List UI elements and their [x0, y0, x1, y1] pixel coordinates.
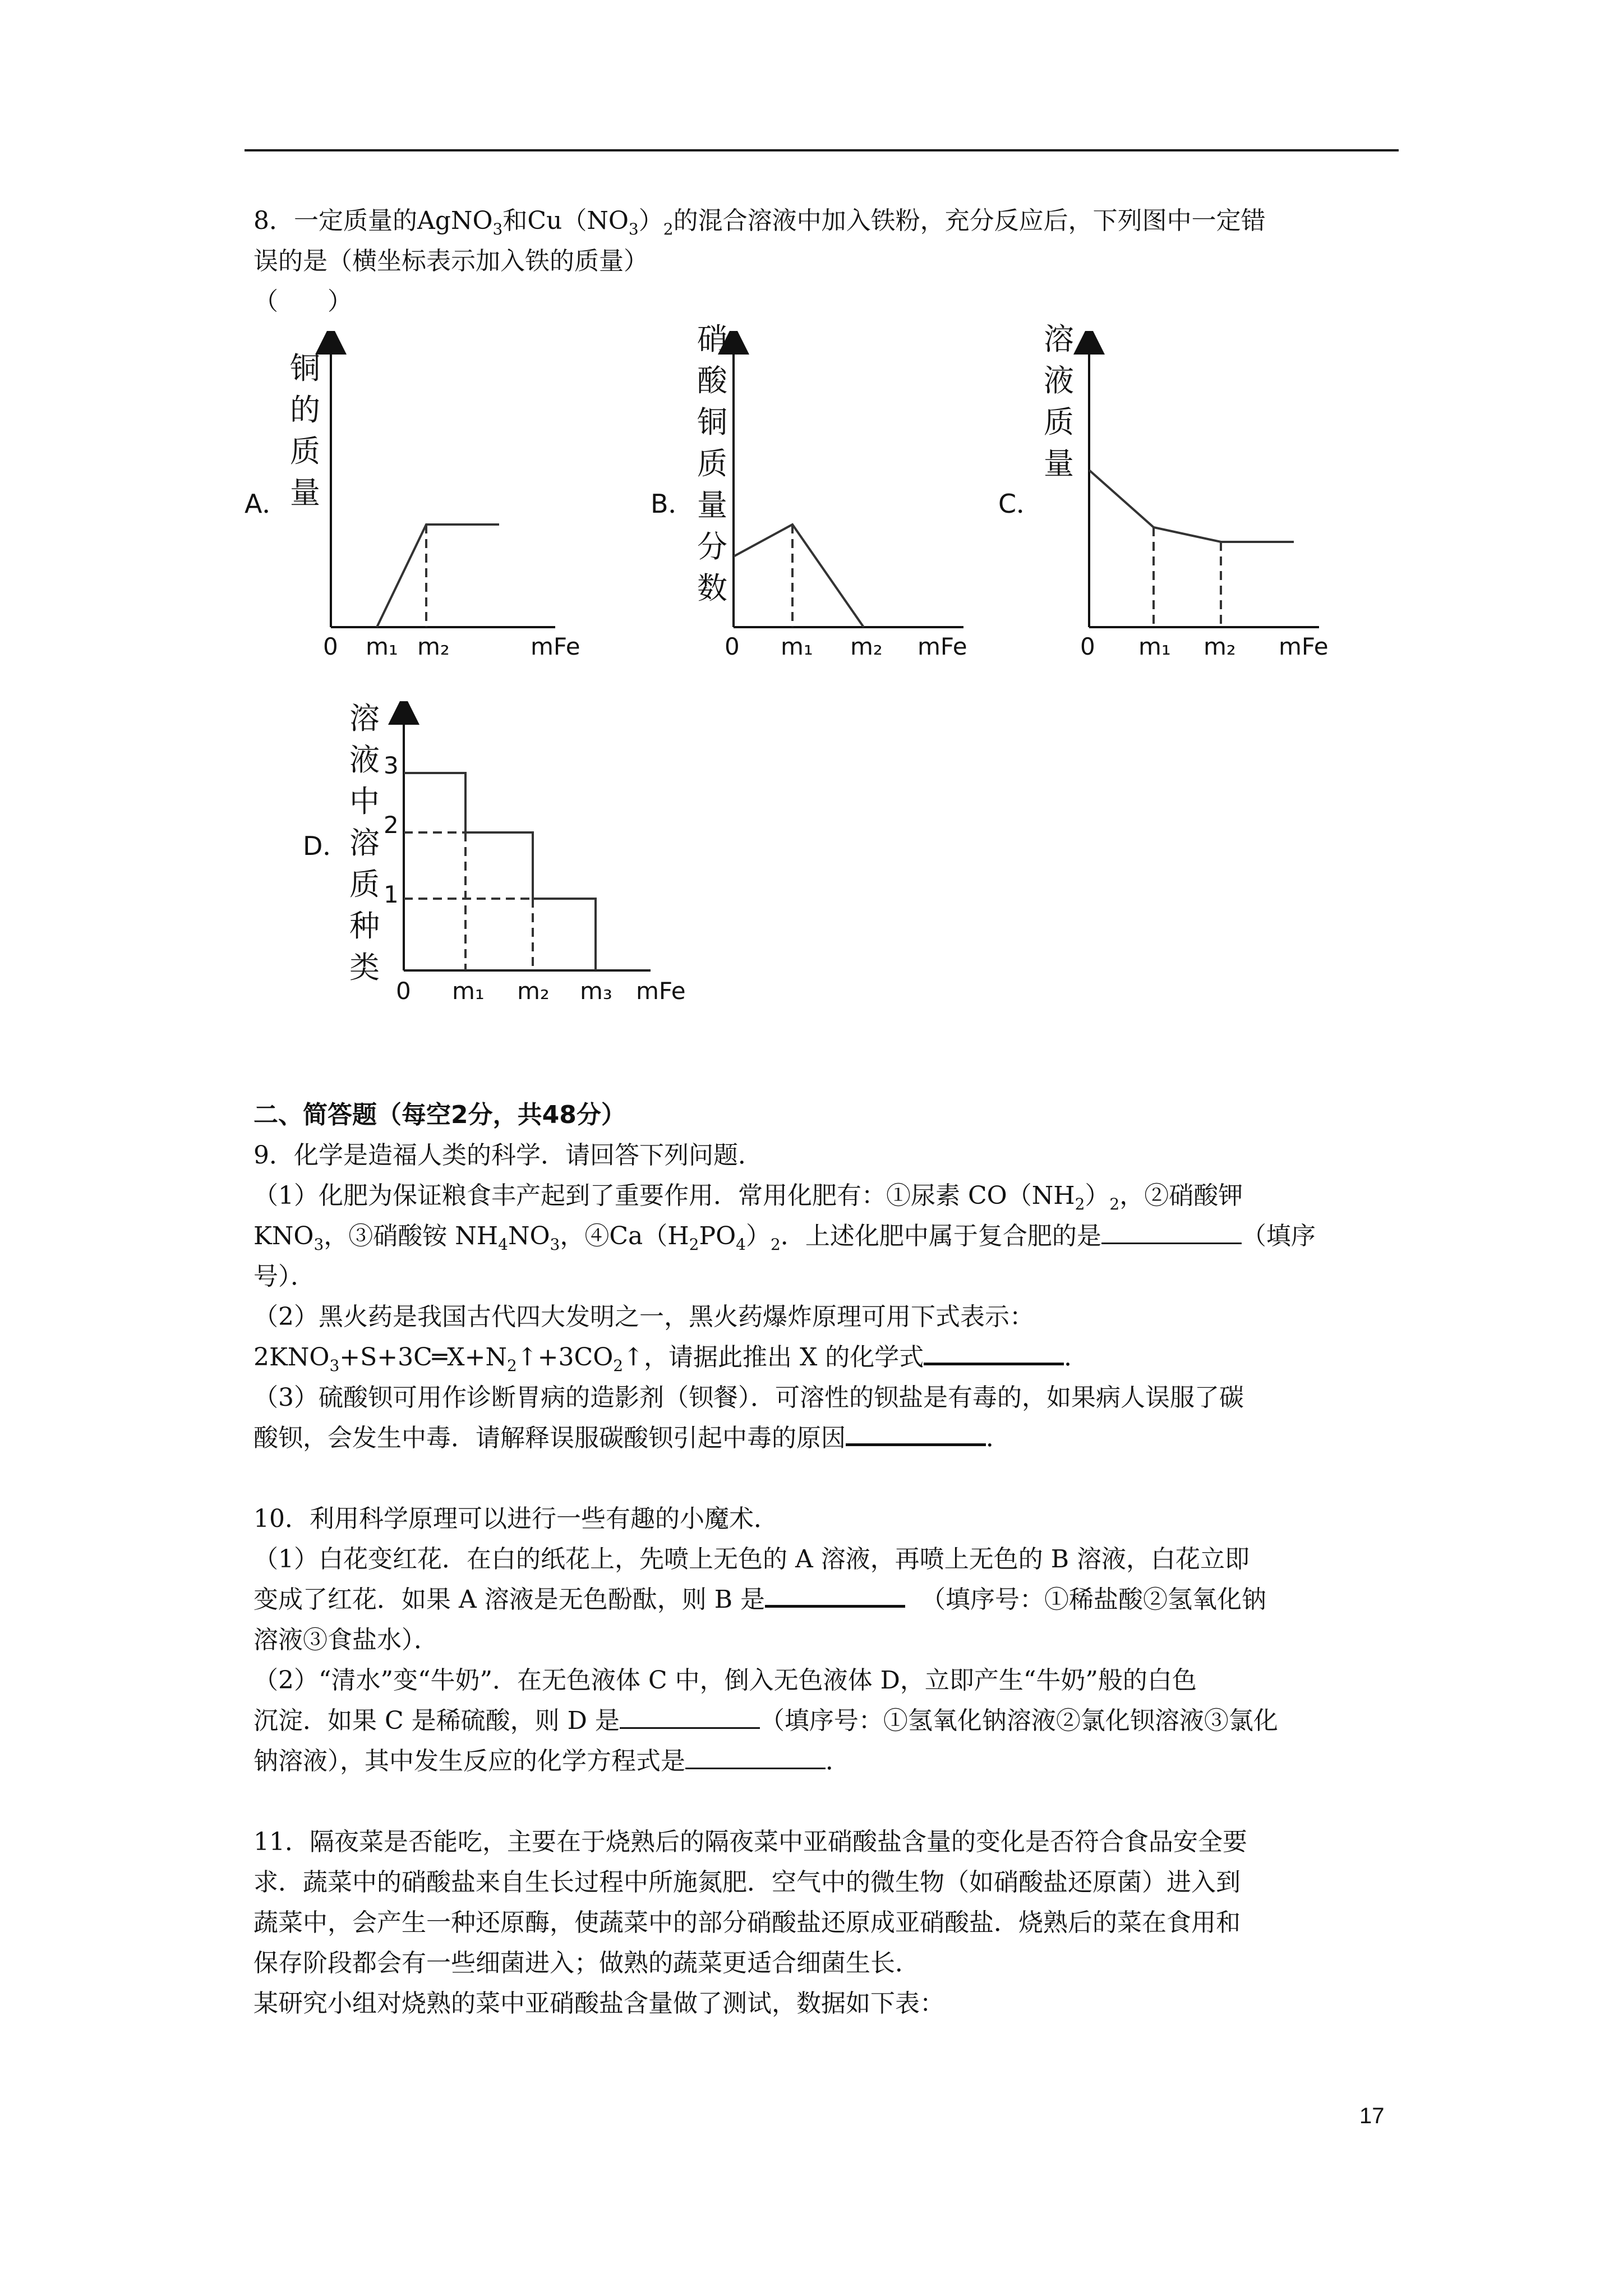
page-number: 17: [1359, 2104, 1385, 2128]
graph-d-ytick-3: 3: [384, 752, 399, 779]
graph-c: [1072, 331, 1364, 645]
q9-p3-line-2: 酸钡，会发生中毒．请解释误服碳酸钡引起中毒的原因 ．: [253, 1424, 1011, 1452]
graph-d-tick-m2: m₂: [517, 977, 550, 1005]
graph-c-ylabel-char: 质: [1044, 404, 1074, 440]
q9-p2-line-1: （2）黑火药是我国古代四大发明之一，黑火药爆炸原理可用下式表示：: [253, 1303, 1034, 1331]
graph-a-ylabel-char: 质: [290, 434, 320, 469]
q10-p2-line-2: 沉淀．如果 C 是稀硫酸，则 D 是 （填序号：①氢氧化钠溶液②氯化钡溶液③氯化: [253, 1706, 1278, 1735]
graph-a-curve: [377, 524, 499, 627]
q11-line-5: 某研究小组对烧熟的菜中亚硝酸盐含量做了测试，数据如下表：: [253, 1989, 944, 2018]
graph-b-ylabel-char: 质: [697, 446, 727, 481]
q11-line-3: 蔬菜中，会产生一种还原酶，使蔬菜中的部分硝酸盐还原成亚硝酸盐．烧熟后的菜在食用和: [253, 1908, 1241, 1937]
q9-p1-line-1: （1）化肥为保证粮食丰产起到了重要作用．常用化肥有：①尿素 $CO(NH_2)_2$，②硝酸钾: [253, 1181, 1243, 1213]
graph-b-origin: 0: [725, 633, 740, 660]
option-c-label: C．: [998, 489, 1043, 519]
graph-b-tick-m2: m₂: [850, 633, 883, 660]
graph-b-ylabel-char: 硝: [697, 321, 727, 357]
graph-d-xlabel: mFe: [636, 977, 686, 1005]
graph-b-ylabel-char: 酸: [697, 363, 727, 398]
q10-p2-line-3: 钠溶液），其中发生反应的化学方程式是 ．: [253, 1747, 850, 1775]
graph-c-tick-m1: m₁: [1138, 633, 1171, 660]
graph-b-xlabel: mFe: [917, 633, 967, 660]
q10-intro: 10．利用科学原理可以进行一些有趣的小魔术．: [253, 1504, 778, 1533]
q10-p1-line-2: 变成了红花．如果 A 溶液是无色酚酞，则 B 是 （填序号：①稀盐酸②氢氧化钠: [253, 1585, 1267, 1614]
graph-d-tick-m1: m₁: [452, 977, 485, 1005]
graph-c-ylabel-char: 液: [1044, 363, 1074, 398]
graph-b: [717, 331, 1008, 645]
graph-a-xlabel: mFe: [531, 633, 580, 660]
q9-blank-2[interactable]: [924, 1343, 1064, 1365]
q10-blank-2[interactable]: [620, 1708, 760, 1729]
graph-b-curve: [734, 524, 864, 627]
graph-d-ylabel-char: 种: [349, 908, 380, 944]
graph-d-ylabel-char: 中: [349, 784, 380, 819]
graph-d-tick-m3: m₃: [580, 977, 612, 1005]
graph-b-tick-m1: m₁: [781, 633, 813, 660]
graph-c-origin: 0: [1080, 633, 1095, 660]
graph-a: [314, 331, 606, 645]
graph-a-ylabel-char: 铜: [290, 351, 320, 386]
graph-c-curve: [1089, 470, 1294, 542]
section-2-heading: 二、简答题（每空2分，共48分）: [253, 1101, 626, 1129]
q8-answer-paren: （ ）: [253, 287, 352, 316]
q9-p2-line-2: $2KNO_3+S+3C═X+N_2↑+3CO_2↑$，请据此推出 X 的化学式 ．: [253, 1343, 1089, 1375]
graph-d-ylabel-char: 类: [349, 950, 380, 985]
option-d-label: D．: [303, 831, 349, 861]
option-b-label: B．: [651, 489, 694, 519]
header-rule: [245, 149, 1399, 151]
q10-p2-line-1: （2）“清水”变“牛奶”．在无色液体 C 中，倒入无色液体 D，立即产生“牛奶”般的白色: [253, 1666, 1197, 1695]
graph-c-ylabel-char: 量: [1044, 446, 1074, 481]
graph-a-ylabel-char: 量: [290, 475, 320, 510]
graph-d-ylabel-char: 溶: [349, 701, 380, 736]
graph-d-origin: 0: [396, 977, 411, 1005]
graph-d-ytick-2: 2: [384, 811, 399, 839]
graph-d: [387, 701, 701, 993]
q8-line-2: 误的是（横坐标表示加入铁的质量）: [253, 247, 648, 275]
graph-c-xlabel: mFe: [1279, 633, 1329, 660]
graph-d-step: [404, 773, 596, 970]
q10-p1-line-3: 溶液③食盐水）．: [253, 1626, 439, 1654]
graph-d-ylabel-char: 溶: [349, 825, 380, 861]
q9-blank-3[interactable]: [846, 1424, 986, 1446]
q10-p1-line-1: （1）白花变红花．在白的纸花上，先喷上无色的 A 溶液，再喷上无色的 B 溶液，白花立即: [253, 1545, 1250, 1573]
graph-a-tick-m2: m₂: [417, 633, 450, 660]
q9-p3-line-1: （3）硫酸钡可用作诊断胃病的造影剂（钡餐）．可溶性的钡盐是有毒的，如果病人误服了碳: [253, 1383, 1244, 1412]
graph-b-ylabel-char: 数: [697, 570, 727, 606]
q10-blank-1[interactable]: [765, 1586, 905, 1608]
graph-a-origin: 0: [323, 633, 338, 660]
q9-p1-line-2: $KNO_3$，③硝酸铵 $NH_4NO_3$，$④Ca(H_2PO_4)_2$．上述化肥中属于复合肥的是 （填序: [253, 1222, 1316, 1254]
graph-c-ylabel-char: 溶: [1044, 321, 1074, 357]
graph-d-ylabel-char: 质: [349, 867, 380, 902]
graph-a-tick-m1: m₁: [366, 633, 398, 660]
q9-intro: 9．化学是造福人类的科学．请回答下列问题．: [253, 1141, 763, 1170]
q9-p1-line-3: 号）．: [253, 1262, 315, 1291]
q9-blank-1[interactable]: [1101, 1223, 1242, 1244]
graph-c-tick-m2: m₂: [1204, 633, 1236, 660]
graph-b-ylabel-char: 量: [697, 487, 727, 523]
q8-line-1: 8．一定质量的AgNO$_3$和$Cu(NO_3)_2$的混合溶液中加入铁粉，充分反应后，下列图中一定错: [253, 206, 1266, 238]
option-a-label: A．: [245, 489, 288, 519]
graph-b-ylabel-char: 铜: [697, 404, 727, 440]
graph-d-ytick-1: 1: [384, 881, 399, 908]
graph-b-ylabel-char: 分: [697, 529, 727, 564]
q11-line-1: 11．隔夜菜是否能吃，主要在于烧熟后的隔夜菜中亚硝酸盐含量的变化是否符合食品安全要: [253, 1828, 1247, 1856]
q11-line-2: 求．蔬菜中的硝酸盐来自生长过程中所施氮肥．空气中的微生物（如硝酸盐还原菌）进入到: [253, 1868, 1241, 1897]
q10-blank-3[interactable]: [685, 1749, 826, 1769]
graph-d-ylabel-char: 液: [349, 742, 380, 777]
q11-line-4: 保存阶段都会有一些细菌进入；做熟的蔬菜更适合细菌生长．: [253, 1949, 920, 1977]
graph-a-ylabel-char: 的: [290, 392, 320, 427]
